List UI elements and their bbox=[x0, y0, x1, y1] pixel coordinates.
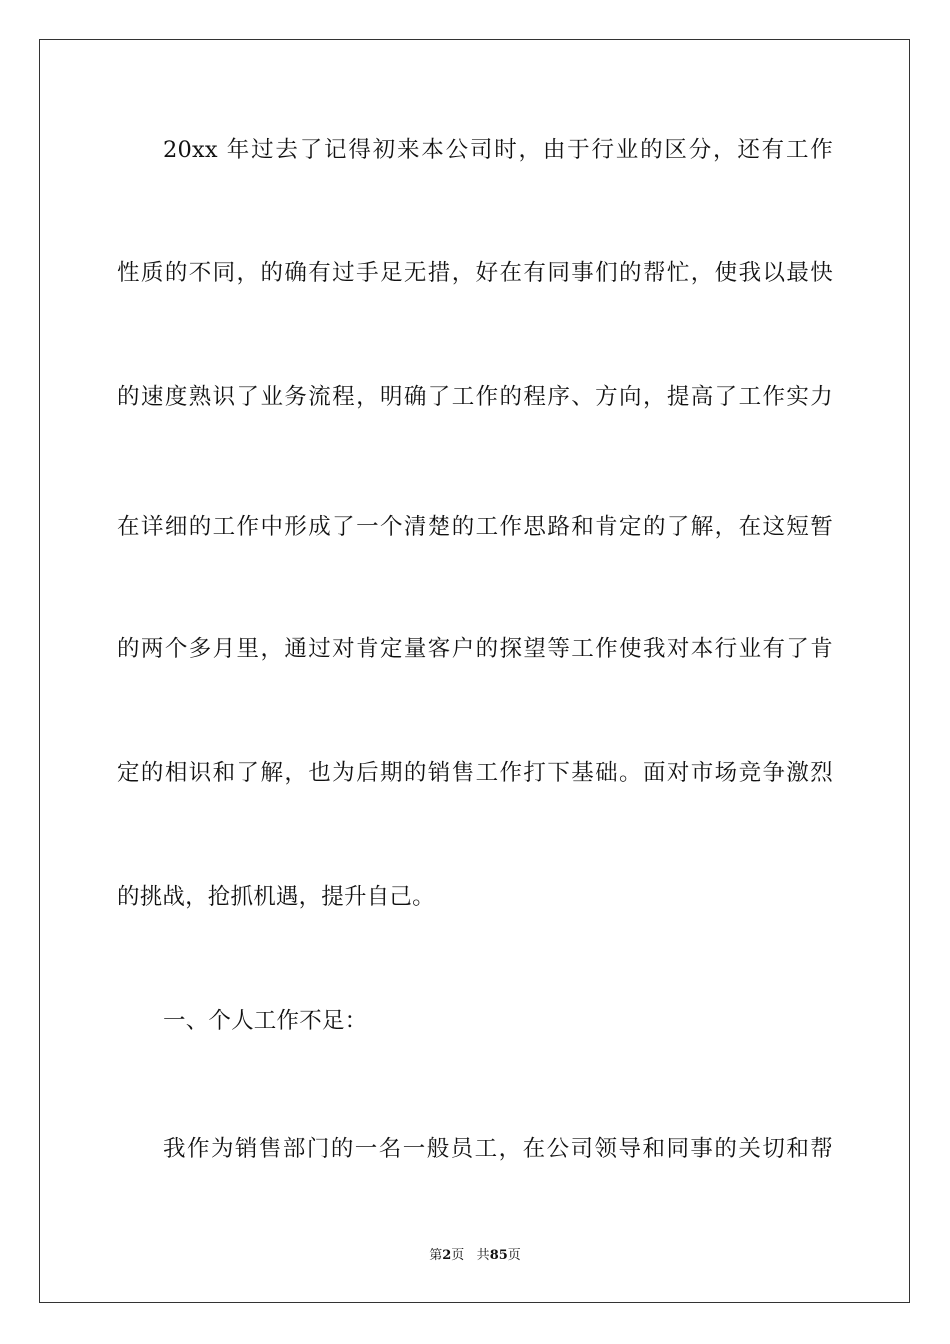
footer-current-page: 2 bbox=[442, 1248, 452, 1263]
paragraph-line-5: 的两个多月里，通过对肯定量客户的探望等工作使我对本行业有了肯 bbox=[117, 636, 833, 662]
page-border bbox=[39, 39, 910, 1303]
section-heading: 一、个人工作不足： bbox=[163, 1008, 368, 1034]
footer-total-pages: 85 bbox=[489, 1248, 508, 1263]
paragraph-line-7: 的挑战，抢抓机遇，提升自己。 bbox=[117, 884, 435, 910]
paragraph-line-6: 定的相识和了解，也为后期的销售工作打下基础。面对市场竞争激烈 bbox=[117, 760, 833, 786]
paragraph-line-4: 在详细的工作中形成了一个清楚的工作思路和肯定的了解，在这短暂 bbox=[117, 514, 833, 540]
paragraph-line-2: 性质的不同，的确有过手足无措，好在有同事们的帮忙，使我以最快 bbox=[117, 260, 833, 286]
paragraph-line-1: 20xx 年过去了记得初来本公司时，由于行业的区分，还有工作 bbox=[163, 137, 833, 163]
paragraph-line-9: 我作为销售部门的一名一般员工，在公司领导和同事的关切和帮 bbox=[163, 1136, 833, 1162]
footer-prefix: 第 bbox=[429, 1248, 443, 1263]
footer-total-prefix: 共 bbox=[476, 1248, 490, 1263]
footer-page-unit: 页 bbox=[451, 1248, 465, 1263]
paragraph-line-3: 的速度熟识了业务流程，明确了工作的程序、方向，提高了工作实力 bbox=[117, 384, 833, 410]
page-footer bbox=[0, 1247, 950, 1265]
footer-total-unit: 页 bbox=[507, 1248, 521, 1263]
